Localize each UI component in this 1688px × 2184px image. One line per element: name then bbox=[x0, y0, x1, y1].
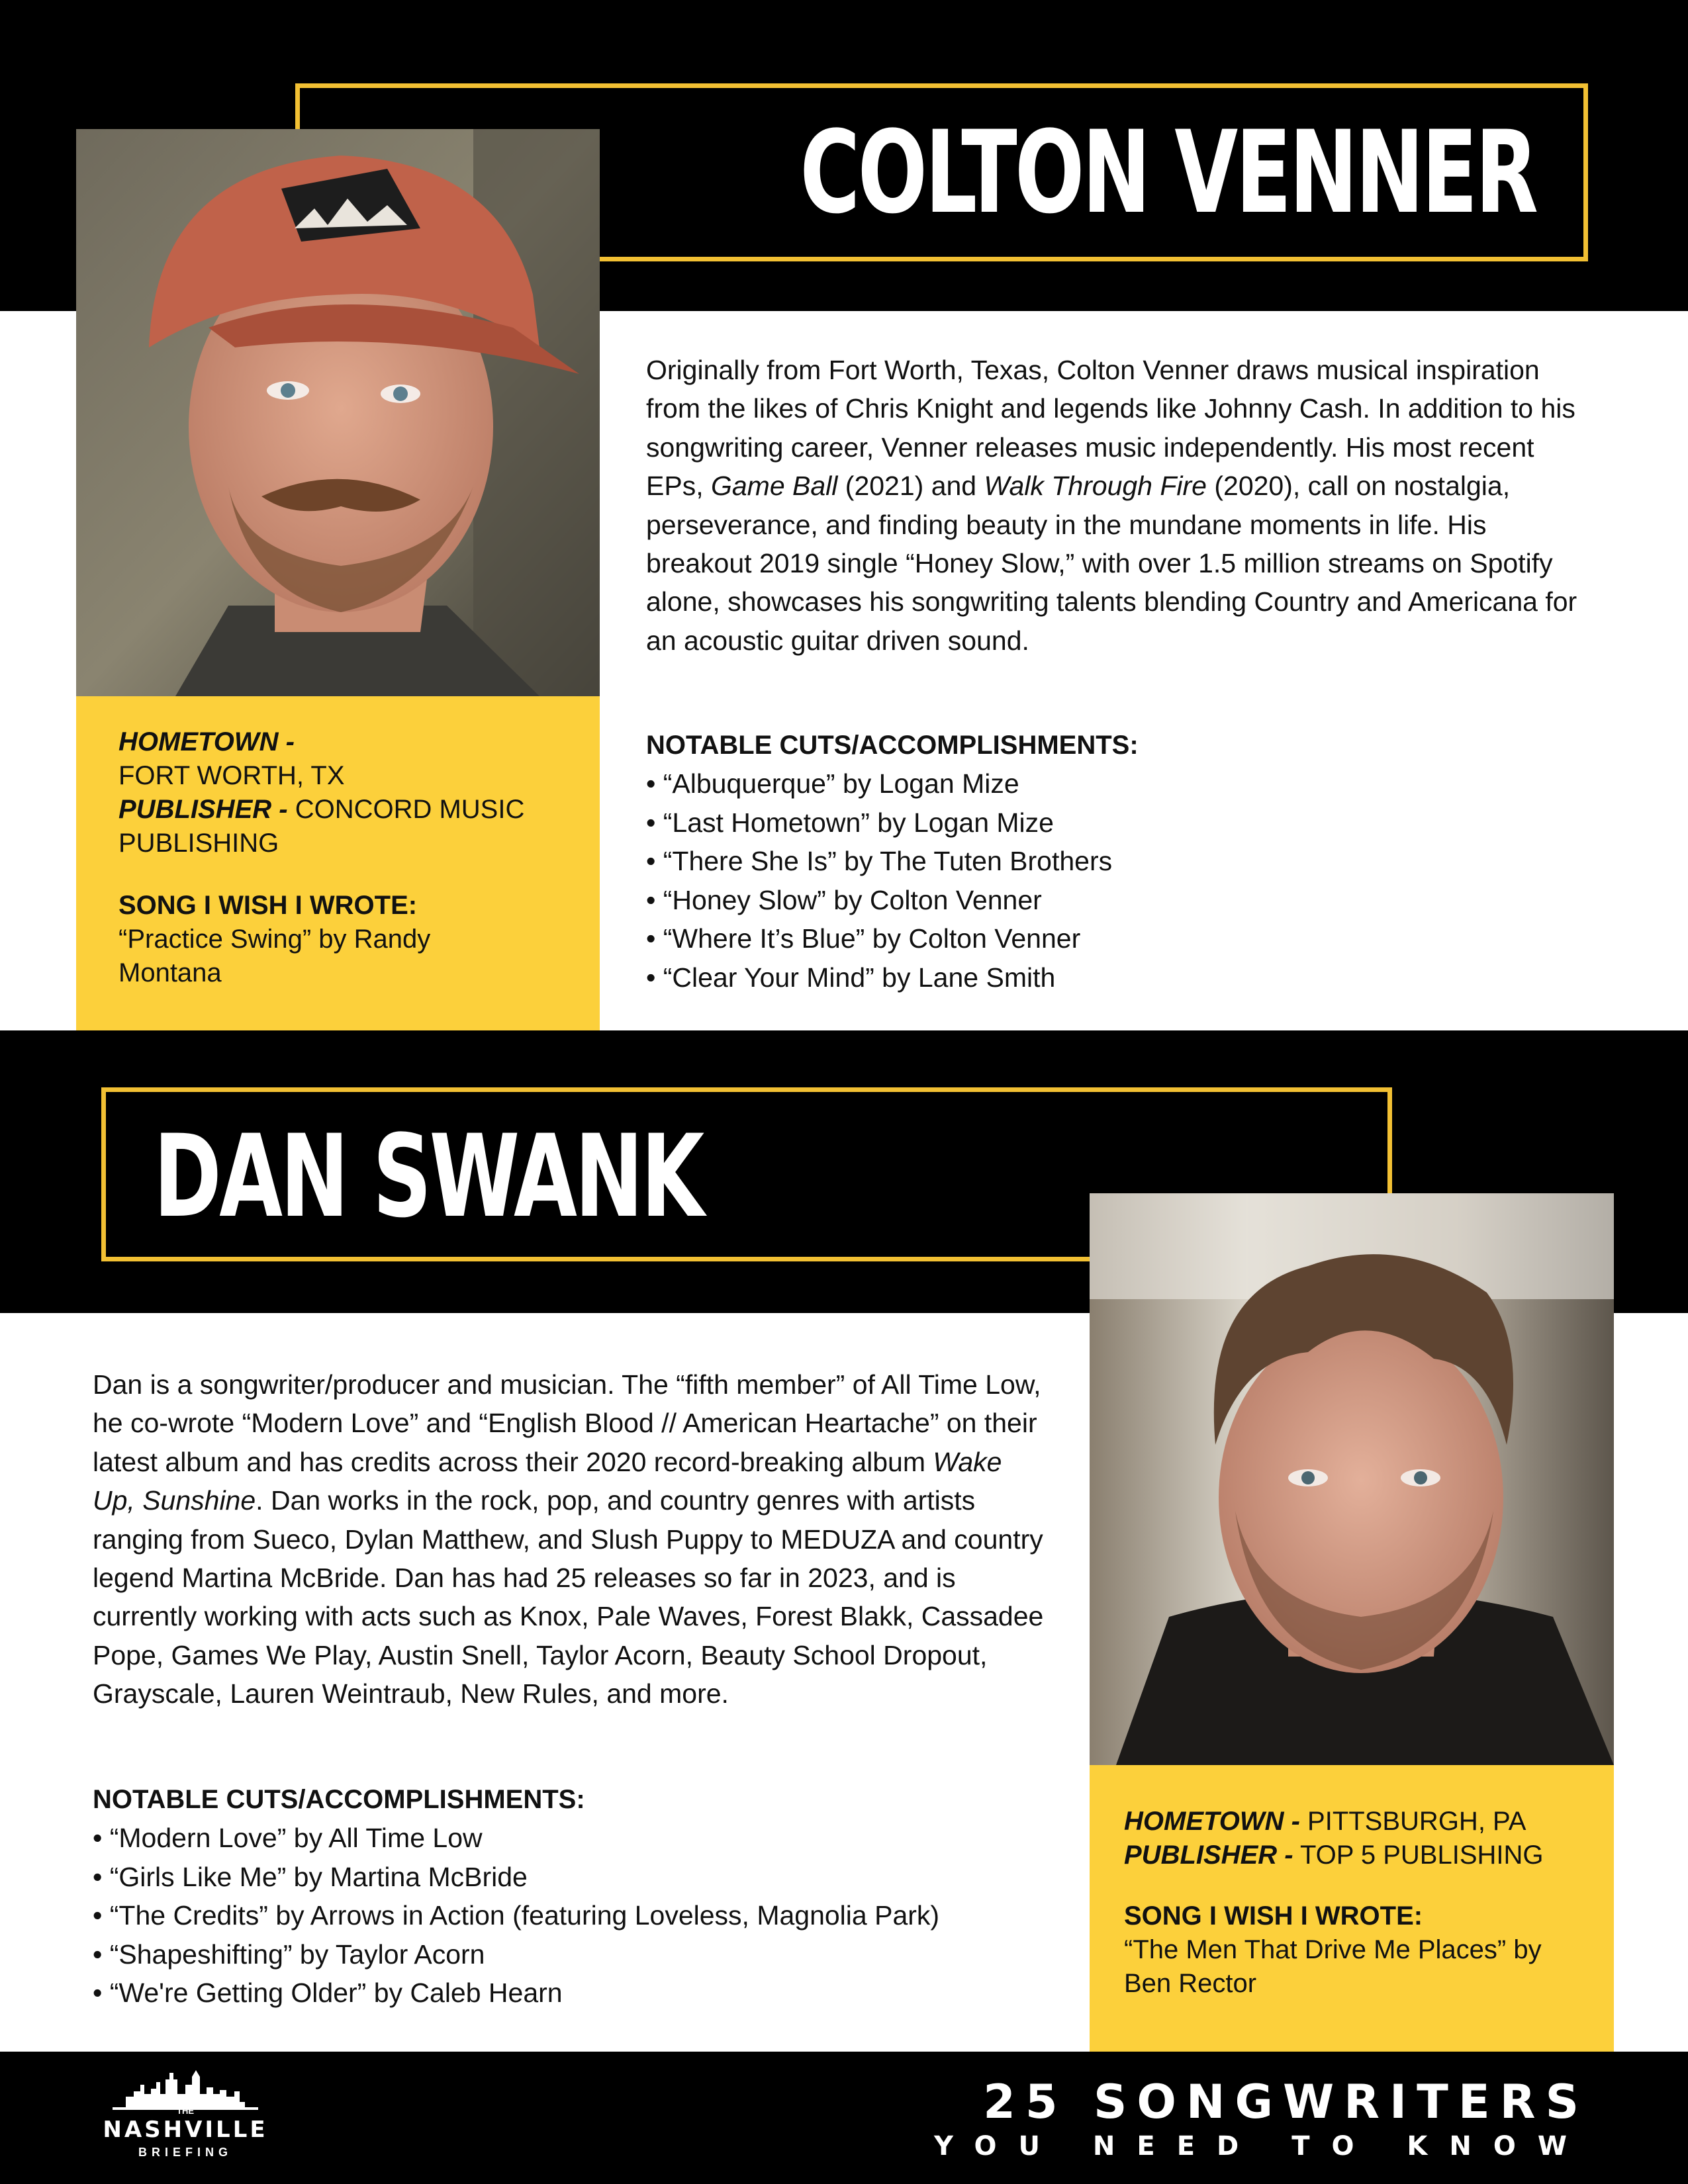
song-wish-label: SONG I WISH I WROTE: bbox=[1124, 1901, 1423, 1931]
dan-info-box bbox=[1090, 1765, 1614, 2052]
hometown-value: PITTSBURGH, PA bbox=[1299, 1807, 1526, 1836]
list-item: • “Shapeshifting” by Taylor Acorn bbox=[93, 1935, 1072, 1974]
ep-title: Walk Through Fire bbox=[984, 471, 1207, 502]
list-item: • “Clear Your Mind” by Lane Smith bbox=[646, 958, 1573, 997]
hometown-row bbox=[118, 725, 557, 793]
logo-small: THE bbox=[177, 2106, 194, 2116]
colton-name: COLTON VENNER bbox=[800, 106, 1536, 239]
album-title: Wake Up, Sunshine bbox=[93, 1446, 1002, 1516]
list-item: • “There She Is” by The Tuten Brothers bbox=[646, 842, 1573, 881]
list-item: • “Honey Slow” by Colton Venner bbox=[646, 881, 1573, 920]
list-item: • “Modern Love” by All Time Low bbox=[93, 1819, 1072, 1858]
list-item: • “Albuquerque” by Logan Mize bbox=[646, 764, 1573, 803]
hometown-label: HOMETOWN - bbox=[118, 727, 295, 756]
hometown-row bbox=[1124, 1805, 1582, 1839]
list-item: • “Girls Like Me” by Martina McBride bbox=[93, 1858, 1072, 1897]
bio-text: Originally from Fort Worth, Texas, Colton Venner draws musical inspiration from the likes of Chris Knight and legends like Johnny Cash. In addition to his songwriting career, Venner releases music independently. His most recent EPs, bbox=[646, 355, 1575, 502]
bio-text: . Dan works in the rock, pop, and country genres with artists ranging from Sueco, Dylan Matthew, and Slush Puppy to MEDUZA and country legend Martina McBride. Dan has had 25 releases so far in 2023, and is currently working with acts such as Knox, Pale Waves, Forest Blakk, Cassadee Pope, Games We Play, Austin Snell, Taylor Acorn, Beauty School Dropout, Grayscale, Lauren Weintraub, New Rules, and more. bbox=[93, 1485, 1044, 1709]
nashville-briefing-logo bbox=[93, 2065, 278, 2171]
portrait-photo-icon bbox=[1090, 1193, 1614, 1765]
dan-name: DAN SWANK bbox=[154, 1110, 702, 1243]
publisher-row bbox=[118, 793, 557, 860]
hometown-value: FORT WORTH, TX bbox=[118, 761, 345, 790]
list-item: • “Last Hometown” by Logan Mize bbox=[646, 803, 1573, 842]
footer-title-line2: YOU NEED TO KNOW bbox=[933, 2131, 1589, 2161]
bio-text: (2021) and bbox=[837, 471, 984, 502]
bio-text: (2020), call on nostalgia, perseverance, and finding beauty in the mundane moments in life. His breakout 2019 single “Honey Slow,” with over 1.5 million streams on Spotify alone, showcases his songwriting talents blending Country and Americana for an acoustic guitar driven sound. bbox=[646, 471, 1577, 656]
cuts-list bbox=[93, 1819, 1072, 2013]
dan-cuts bbox=[93, 1780, 1072, 2013]
dan-photo bbox=[1090, 1193, 1614, 1765]
bio-text: Dan is a songwriter/producer and musician. The “fifth member” of All Time Low, he co-wrote “Modern Love” and “English Blood // American Heartache” on their latest album and has credits across their 2020 record-breaking album bbox=[93, 1369, 1041, 1477]
song-wish-label: SONG I WISH I WROTE: bbox=[118, 891, 418, 920]
publisher-row bbox=[1124, 1839, 1582, 1872]
cuts-list bbox=[646, 764, 1573, 997]
publisher-value: TOP 5 PUBLISHING bbox=[1293, 1841, 1544, 1870]
list-item: • “We're Getting Older” by Caleb Hearn bbox=[93, 1974, 1072, 2013]
colton-cuts bbox=[646, 726, 1573, 997]
song-wish-value: “The Men That Drive Me Places” by Ben Rector bbox=[1124, 1935, 1542, 1998]
skyline-icon bbox=[93, 2065, 278, 2111]
colton-photo bbox=[76, 129, 600, 696]
publisher-label: PUBLISHER - bbox=[1124, 1841, 1293, 1870]
dan-bio bbox=[93, 1365, 1046, 1713]
ep-title: Game Ball bbox=[710, 471, 838, 502]
logo-sub: BRIEFING bbox=[138, 2146, 232, 2159]
colton-info-box bbox=[76, 696, 600, 1030]
list-item: • “The Credits” by Arrows in Action (featuring Loveless, Magnolia Park) bbox=[93, 1896, 1072, 1935]
song-wish-value: “Practice Swing” by Randy Montana bbox=[118, 925, 431, 987]
publisher-label: PUBLISHER - bbox=[118, 795, 288, 824]
logo-main: NASHVILLE bbox=[103, 2116, 268, 2143]
footer-title-line1: 25 SONGWRITERS bbox=[983, 2075, 1589, 2129]
list-item: • “Where It’s Blue” by Colton Venner bbox=[646, 919, 1573, 958]
hometown-label: HOMETOWN - bbox=[1124, 1807, 1300, 1836]
portrait-photo-icon bbox=[76, 129, 600, 696]
cuts-heading: NOTABLE CUTS/ACCOMPLISHMENTS: bbox=[646, 731, 1139, 760]
publisher-value: CONCORD MUSIC PUBLISHING bbox=[118, 795, 525, 858]
cuts-heading: NOTABLE CUTS/ACCOMPLISHMENTS: bbox=[93, 1785, 585, 1814]
colton-bio bbox=[646, 351, 1593, 660]
